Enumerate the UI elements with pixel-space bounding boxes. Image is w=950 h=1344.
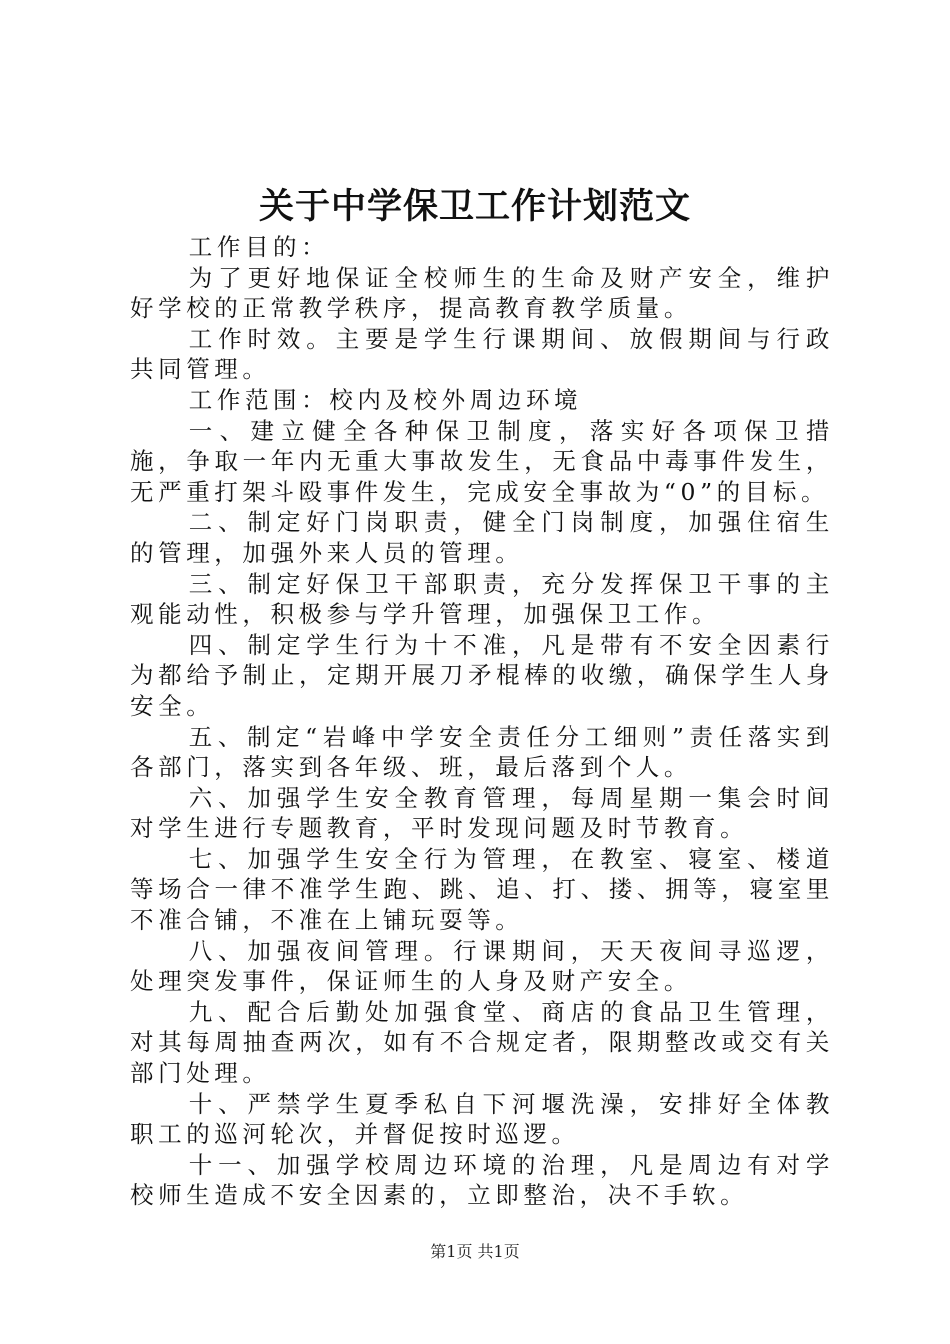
paragraph-item-5: 五、制定“岩峰中学安全责任分工细则”责任落实到各部门，落实到各年级、班，最后落到个人。 bbox=[130, 722, 834, 782]
paragraph-item-8: 八、加强夜间管理。行课期间，天天夜间寻巡逻，处理突发事件，保证师生的人身及财产安全。 bbox=[130, 936, 834, 996]
page-footer: 第1页 共1页 bbox=[430, 1242, 520, 1261]
paragraph-item-7: 七、加强学生安全行为管理，在教室、寝室、楼道等场合一律不准学生跑、跳、追、打、搂、拥等，寝室里不准合铺，不准在上铺玩耍等。 bbox=[130, 844, 834, 935]
paragraph-item-9: 九、配合后勤处加强食堂、商店的食品卫生管理，对其每周抽查两次，如有不合规定者，限期整改或交有关部门处理。 bbox=[130, 997, 834, 1088]
paragraph-item-6: 六、加强学生安全教育管理，每周星期一集会时间对学生进行专题教育，平时发现问题及时节教育。 bbox=[130, 783, 834, 843]
paragraph-item-2: 二、制定好门岗职责，健全门岗制度，加强住宿生的管理，加强外来人员的管理。 bbox=[130, 508, 834, 567]
paragraph-item-10: 十、严禁学生夏季私自下河堰洗澡，安排好全体教职工的巡河轮次，并督促按时巡逻。 bbox=[130, 1089, 834, 1149]
paragraph-work-period: 工作时效。主要是学生行课期间、放假期间与行政共同管理。 bbox=[130, 324, 834, 384]
document-title: 关于中学保卫工作计划范文 bbox=[258, 186, 691, 227]
paragraph-work-purpose-heading: 工作目的： bbox=[188, 233, 330, 261]
paragraph-work-scope: 工作范围：校内及校外周边环境 bbox=[188, 385, 583, 414]
paragraph-item-4: 四、制定学生行为十不准，凡是带有不安全因素行为都给予制止，定期开展刀矛棍棒的收缴，确保学生人身安全。 bbox=[130, 630, 834, 720]
paragraph-work-purpose: 为了更好地保证全校师生的生命及财产安全，维护好学校的正常教学秩序，提高教育教学质量。 bbox=[130, 263, 834, 323]
document-body bbox=[130, 232, 834, 1211]
paragraph-item-1: 一、建立健全各种保卫制度，落实好各项保卫措施，争取一年内无重大事故发生，无食品中毒事件发生，无严重打架斗殴事件发生，完成安全事故为“0”的目标。 bbox=[130, 416, 834, 506]
paragraph-item-11: 十一、加强学校周边环境的治理，凡是周边有对学校师生造成不安全因素的，立即整治，决不手软。 bbox=[130, 1150, 834, 1210]
paragraph-item-3: 三、制定好保卫干部职责，充分发挥保卫干事的主观能动性，积极参与学升管理，加强保卫工作。 bbox=[130, 569, 834, 629]
